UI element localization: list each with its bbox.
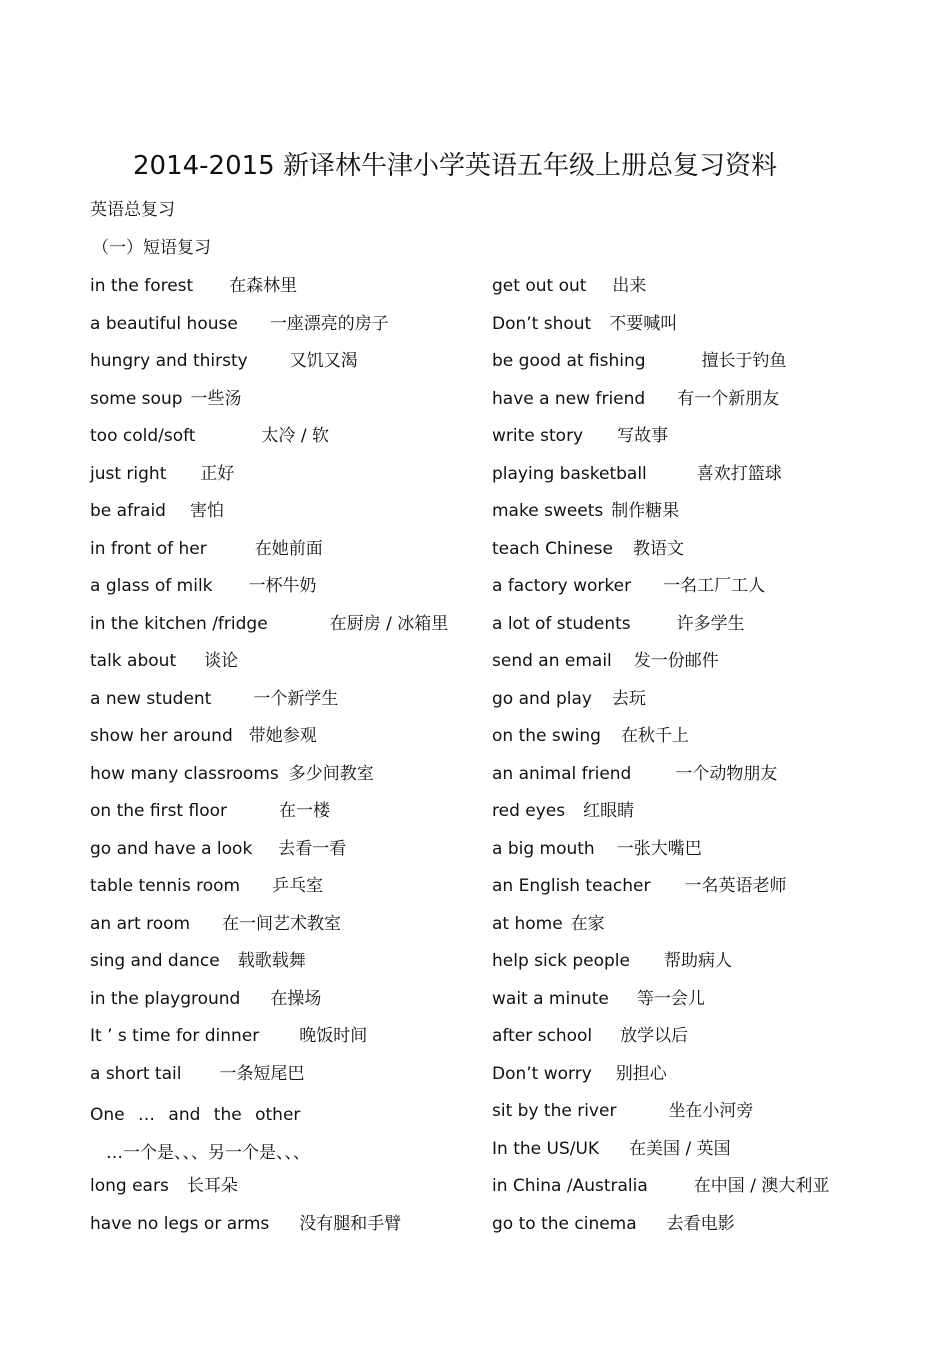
- phrase-row: [492, 1021, 912, 1059]
- phrase-row: [90, 721, 470, 759]
- english-phrase: hungry and thirsty: [90, 351, 248, 371]
- chinese-meaning: 一名英语老师: [684, 876, 787, 896]
- chinese-meaning: 长耳朵: [186, 1176, 238, 1196]
- chinese-meaning: 在中国 / 澳大利亚: [693, 1176, 830, 1196]
- english-phrase: Don’t worry: [492, 1063, 592, 1084]
- english-phrase: sing and dance: [90, 951, 220, 971]
- english-phrase: go and have a look: [90, 838, 253, 859]
- english-phrase: in the playground: [90, 988, 241, 1009]
- english-phrase: It ’ s time for dinner: [90, 1026, 260, 1046]
- english-phrase: a beautiful house: [90, 313, 238, 334]
- phrase-row: [492, 684, 912, 722]
- english-phrase: Don’t shout: [492, 313, 592, 334]
- english-phrase: write story: [492, 426, 584, 446]
- chinese-meaning: 许多学生: [676, 613, 745, 634]
- english-phrase: some soup: [90, 388, 183, 409]
- phrase-row: [90, 346, 470, 384]
- phrase-row: [492, 309, 912, 347]
- phrase-row: [492, 571, 912, 609]
- chinese-meaning: 在美国 / 英国: [629, 1138, 731, 1159]
- chinese-meaning: 制作糖果: [611, 501, 680, 521]
- chinese-meaning: 出来: [612, 276, 647, 296]
- english-phrase: a lot of students: [492, 613, 631, 634]
- chinese-meaning: 去看电影: [666, 1213, 735, 1234]
- chinese-meaning: 没有腿和手臂: [299, 1213, 402, 1234]
- phrase-row: [492, 796, 912, 834]
- phrase-row: [492, 459, 912, 497]
- chinese-meaning: 一名工厂工人: [663, 576, 766, 596]
- english-phrase: show her around: [90, 726, 233, 746]
- phrase-row: [90, 571, 470, 609]
- chinese-meaning: 在她前面: [254, 538, 323, 559]
- chinese-meaning: 一些汤: [190, 388, 242, 409]
- chinese-meaning: 擅长于钓鱼: [701, 351, 787, 371]
- english-phrase: go and play: [492, 688, 592, 709]
- english-phrase: One … and the other: [90, 1105, 301, 1125]
- phrase-row: [492, 721, 912, 759]
- chinese-meaning: 红眼睛: [583, 801, 635, 821]
- phrase-row: [492, 421, 912, 459]
- phrase-row: [492, 1209, 912, 1247]
- phrase-row: [492, 609, 912, 647]
- chinese-meaning: 谈论: [204, 651, 239, 671]
- phrase-row: [492, 1134, 912, 1172]
- english-phrase: in front of her: [90, 538, 207, 559]
- chinese-meaning: 在森林里: [229, 276, 298, 296]
- english-phrase: get out out: [492, 276, 587, 296]
- english-phrase: in China /Australia: [492, 1176, 648, 1196]
- chinese-meaning: 载歌载舞: [237, 951, 306, 971]
- english-phrase: sit by the river: [492, 1101, 617, 1121]
- subsection-heading: （一）短语复习: [92, 238, 211, 258]
- phrase-row: [90, 459, 470, 497]
- english-phrase: after school: [492, 1026, 593, 1046]
- phrase-row: [90, 421, 470, 459]
- phrase-row: [90, 834, 470, 872]
- chinese-meaning: 一个动物朋友: [675, 763, 778, 784]
- chinese-meaning: 一杯牛奶: [248, 576, 317, 596]
- phrase-row: [492, 496, 912, 534]
- phrase-row: [90, 1209, 470, 1247]
- chinese-meaning: 喜欢打篮球: [696, 463, 782, 484]
- chinese-meaning: 害怕: [189, 501, 224, 521]
- chinese-meaning: 别担心: [615, 1063, 667, 1084]
- phrase-row: [90, 1171, 470, 1209]
- chinese-meaning: 一张大嘴巴: [616, 838, 702, 859]
- phrase-row: [492, 646, 912, 684]
- chinese-meaning: 去看一看: [278, 838, 347, 859]
- chinese-meaning: 坐在小河旁: [668, 1101, 754, 1121]
- chinese-meaning: 等一会儿: [636, 988, 705, 1009]
- chinese-meaning: 晚饭时间: [299, 1026, 368, 1046]
- chinese-meaning: 多少间教室: [288, 763, 374, 784]
- section-heading: 英语总复习: [90, 200, 175, 220]
- phrase-row: [492, 534, 912, 572]
- english-phrase: teach Chinese: [492, 538, 613, 559]
- english-phrase: in the kitchen /fridge: [90, 613, 268, 634]
- english-phrase: talk about: [90, 651, 177, 671]
- english-phrase: go to the cinema: [492, 1213, 637, 1234]
- english-phrase: a factory worker: [492, 576, 632, 596]
- phrase-row: [90, 909, 470, 947]
- chinese-meaning: 一座漂亮的房子: [269, 313, 389, 334]
- phrase-row: [492, 1171, 912, 1209]
- chinese-meaning: 不要喊叫: [609, 313, 678, 334]
- english-phrase: wait a minute: [492, 988, 609, 1009]
- english-phrase: make sweets: [492, 501, 604, 521]
- chinese-meaning: 在一间艺术教室: [222, 913, 342, 934]
- chinese-meaning: 在一楼: [279, 801, 331, 821]
- phrase-row: [492, 271, 912, 309]
- english-phrase: just right: [90, 463, 167, 484]
- phrase-row: [90, 384, 470, 422]
- phrase-row: [90, 871, 470, 909]
- chinese-meaning: 帮助病人: [663, 951, 732, 971]
- phrase-list-left: [90, 271, 470, 1246]
- english-phrase: in the forest: [90, 276, 194, 296]
- english-phrase: playing basketball: [492, 463, 647, 484]
- phrase-row: [90, 1021, 470, 1059]
- english-phrase: have a new friend: [492, 388, 646, 409]
- phrase-row: [492, 946, 912, 984]
- phrase-list-right: [492, 271, 912, 1246]
- chinese-meaning: 放学以后: [620, 1026, 689, 1046]
- english-phrase: have no legs or arms: [90, 1213, 270, 1234]
- english-phrase: send an email: [492, 651, 612, 671]
- chinese-meaning: 发一份邮件: [633, 651, 719, 671]
- phrase-row: [492, 984, 912, 1022]
- chinese-meaning: 写故事: [617, 426, 669, 446]
- phrase-row: [90, 759, 470, 797]
- document-title: 2014-2015 新译林牛津小学英语五年级上册总复习资料: [133, 151, 777, 181]
- chinese-meaning: 太冷 / 软: [261, 426, 330, 446]
- chinese-meaning: 带她参观: [248, 726, 317, 746]
- english-phrase: at home: [492, 913, 563, 934]
- english-phrase: a short tail: [90, 1063, 182, 1084]
- chinese-meaning: 在秋千上: [620, 726, 689, 746]
- phrase-row: [90, 309, 470, 347]
- chinese-meaning: 一条短尾巴: [219, 1063, 305, 1084]
- phrase-row: [90, 271, 470, 309]
- phrase-row: [90, 609, 470, 647]
- chinese-meaning: 在操场: [270, 988, 322, 1009]
- english-phrase: be good at fishing: [492, 351, 646, 371]
- chinese-meaning: 在家: [570, 913, 605, 934]
- english-phrase: be afraid: [90, 501, 166, 521]
- english-phrase: too cold/soft: [90, 426, 196, 446]
- english-phrase: on the first floor: [90, 801, 228, 821]
- english-phrase: on the swing: [492, 726, 601, 746]
- phrase-row: [90, 1059, 470, 1097]
- chinese-meaning: 有一个新朋友: [677, 388, 780, 409]
- phrase-row: [90, 534, 470, 572]
- phrase-row: [492, 1096, 912, 1134]
- english-phrase: table tennis room: [90, 876, 241, 896]
- chinese-meaning: 又饥又渴: [289, 351, 358, 371]
- phrase-row: [492, 384, 912, 422]
- english-phrase: an animal friend: [492, 763, 632, 784]
- phrase-row: [492, 1059, 912, 1097]
- chinese-meaning: 乒乓室: [272, 876, 324, 896]
- chinese-meaning: 正好: [200, 463, 235, 484]
- phrase-row: [90, 1096, 470, 1171]
- chinese-meaning: 一个新学生: [253, 688, 339, 709]
- english-phrase: an art room: [90, 913, 191, 934]
- phrase-row: [90, 946, 470, 984]
- chinese-meaning: 在厨房 / 冰箱里: [329, 613, 449, 634]
- english-phrase: long ears: [90, 1176, 169, 1196]
- english-phrase: an English teacher: [492, 876, 651, 896]
- english-phrase: a glass of milk: [90, 576, 213, 596]
- phrase-row: [492, 909, 912, 947]
- english-phrase: a big mouth: [492, 838, 595, 859]
- chinese-meaning: …一个是、、、另一个是、、、: [106, 1143, 310, 1163]
- phrase-row: [90, 984, 470, 1022]
- phrase-row: [492, 346, 912, 384]
- chinese-meaning: 去玩: [611, 688, 646, 709]
- english-phrase: red eyes: [492, 801, 566, 821]
- phrase-row: [90, 684, 470, 722]
- phrase-row: [492, 834, 912, 872]
- phrase-row: [90, 496, 470, 534]
- phrase-row: [492, 759, 912, 797]
- chinese-meaning: 教语文: [632, 538, 684, 559]
- phrase-row: [90, 796, 470, 834]
- phrase-row: [492, 871, 912, 909]
- english-phrase: a new student: [90, 688, 212, 709]
- phrase-row: [90, 646, 470, 684]
- english-phrase: help sick people: [492, 951, 630, 971]
- english-phrase: how many classrooms: [90, 763, 279, 784]
- english-phrase: In the US/UK: [492, 1138, 600, 1159]
